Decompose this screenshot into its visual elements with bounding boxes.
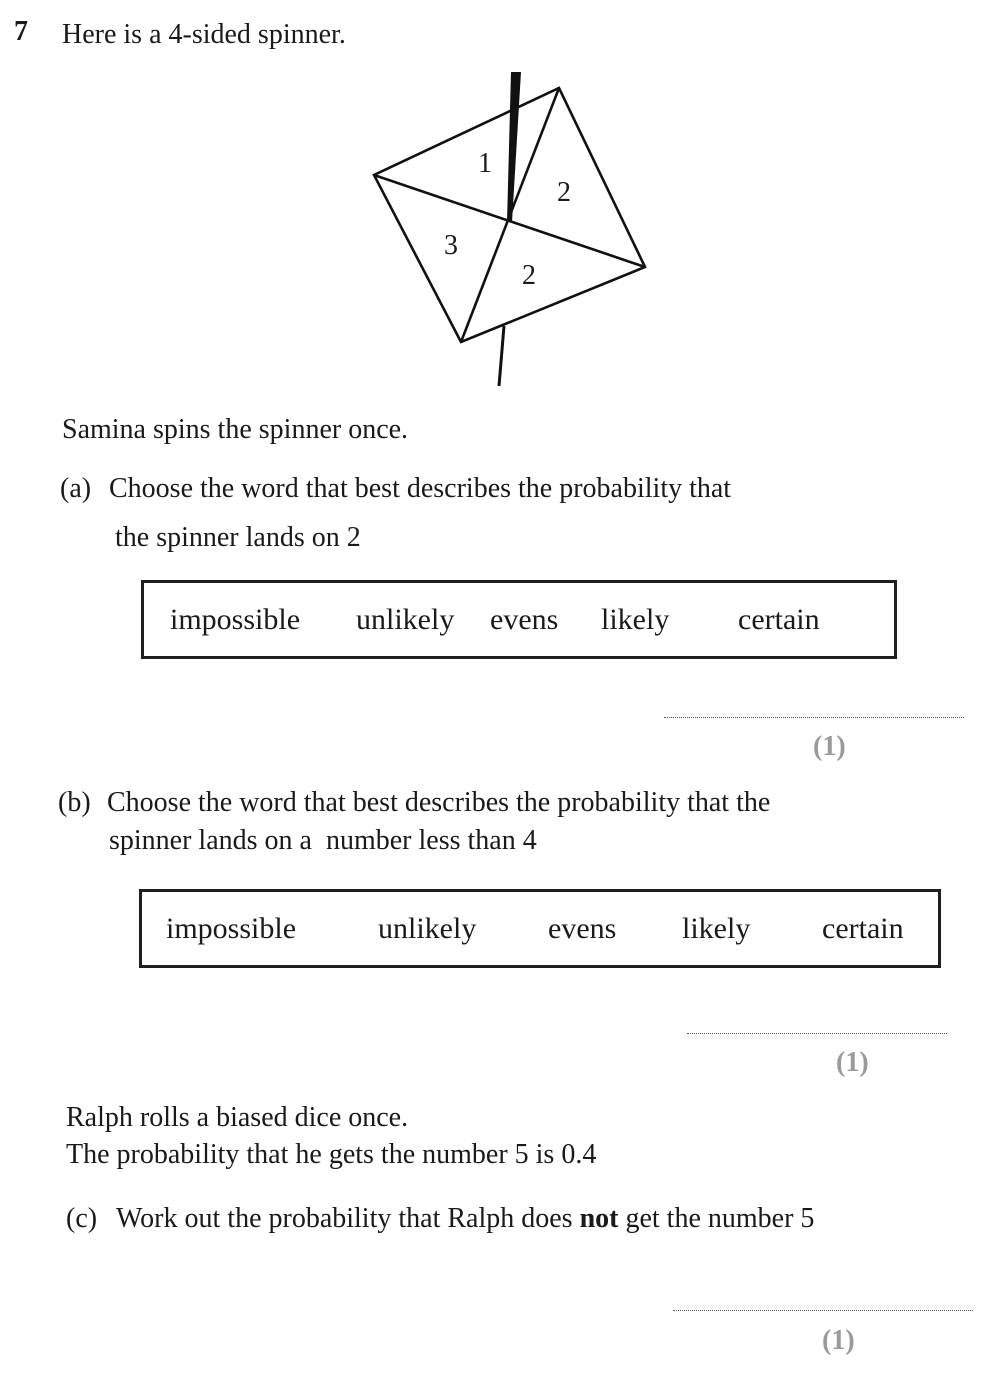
part-b-question-line1: Choose the word that best describes the probability that the xyxy=(107,787,771,818)
part-b-question-line2: spinner lands on a number less than 4 xyxy=(109,825,537,856)
option-evens: evens xyxy=(548,912,617,945)
spinner-section-label: 2 xyxy=(522,260,536,291)
spinner-section-label: 3 xyxy=(444,230,458,261)
part-b-answer-line[interactable] xyxy=(687,1033,947,1034)
part-b-word-box xyxy=(139,889,941,968)
option-evens: evens xyxy=(490,603,559,636)
option-impossible: impossible xyxy=(170,603,301,636)
option-unlikely: unlikely xyxy=(378,912,477,945)
option-certain: certain xyxy=(738,603,820,636)
part-a-question-line2: the spinner lands on 2 xyxy=(115,522,361,553)
part-c-label: (c) xyxy=(66,1203,98,1234)
part-c-emphasis: not xyxy=(579,1203,619,1234)
option-impossible: impossible xyxy=(166,912,297,945)
option-certain: certain xyxy=(822,912,904,945)
part-a-marks: (1) xyxy=(813,731,846,762)
part-a-word-box xyxy=(141,580,897,659)
part-c-answer-line[interactable] xyxy=(673,1310,973,1311)
option-likely: likely xyxy=(601,603,670,636)
context-c-line2: The probability that he gets the number 5 is 0.4 xyxy=(66,1139,597,1170)
part-a-label: (a) xyxy=(60,473,92,504)
part-c-question-text: get the number 5 xyxy=(618,1203,815,1234)
part-a-answer-line[interactable] xyxy=(664,717,964,718)
pointer-icon xyxy=(507,72,521,222)
option-unlikely: unlikely xyxy=(356,603,455,636)
option-likely: likely xyxy=(682,912,751,945)
context-c-line1: Ralph rolls a biased dice once. xyxy=(66,1102,409,1133)
spinner-diagram xyxy=(360,60,660,390)
question-number: 7 xyxy=(14,16,28,47)
spinner-section-label: 2 xyxy=(557,177,571,208)
part-a-question-line1: Choose the word that best describes the probability that xyxy=(109,473,732,504)
part-c-question-text: Work out the probability that Ralph does xyxy=(116,1203,580,1234)
spinner-section-label: 1 xyxy=(478,148,492,179)
part-b-marks: (1) xyxy=(836,1047,869,1078)
part-b-label: (b) xyxy=(58,787,91,818)
part-c-question xyxy=(116,1202,814,1236)
part-c-marks: (1) xyxy=(822,1325,855,1356)
context-text: Samina spins the spinner once. xyxy=(62,414,409,445)
question-intro: Here is a 4-sided spinner. xyxy=(62,19,346,50)
